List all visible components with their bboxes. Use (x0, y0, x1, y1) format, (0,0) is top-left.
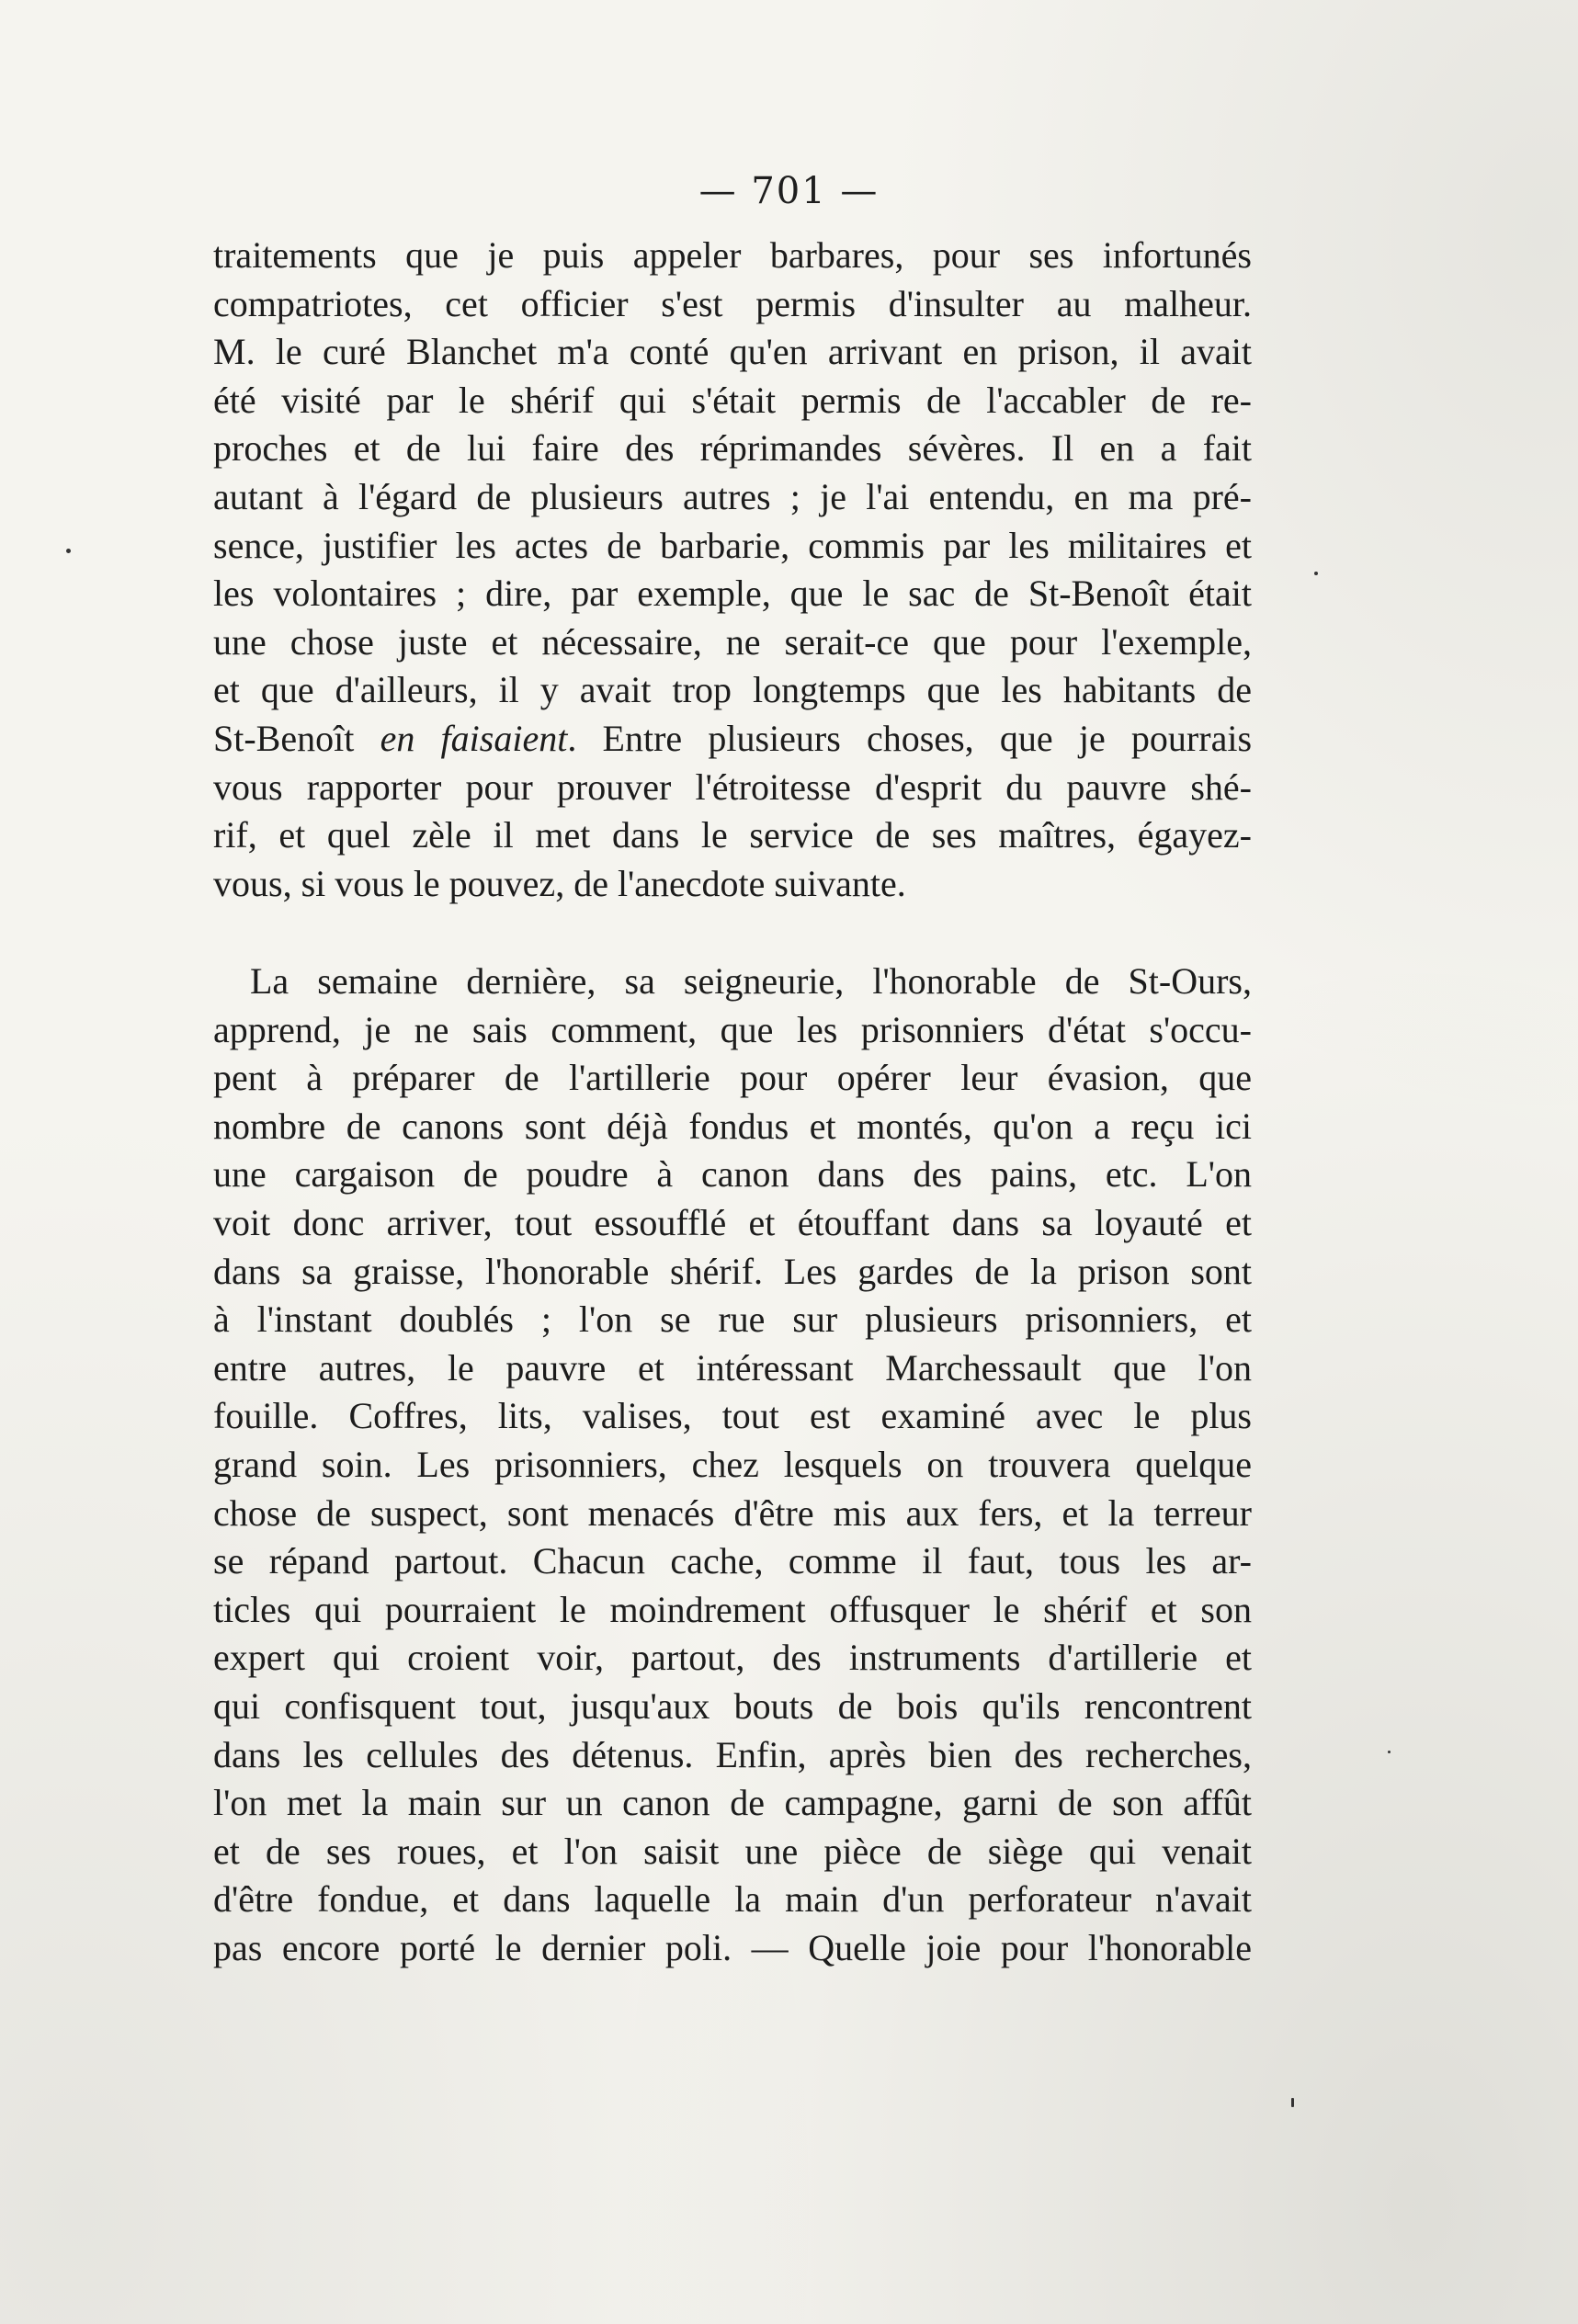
italic-phrase: en faisaient (380, 717, 568, 759)
paragraph-1 (213, 232, 1252, 908)
text-line: à l'instant doublés ; l'on se rue sur plusieurs prisonniers, et (213, 1298, 1252, 1341)
text-line: rif, et quel zèle il met dans le service de ses maîtres, égayez- (213, 814, 1252, 856)
text-line: pent à préparer de l'artillerie pour opérer leur évasion, que (213, 1057, 1252, 1099)
text-line: qui confisquent tout, jusqu'aux bouts de bois qu'ils rencontrent (213, 1684, 1252, 1727)
text-line: dans les cellules des détenus. Enfin, après bien des recherches, (213, 1733, 1252, 1775)
text-line-mixed (213, 715, 1252, 764)
text-line: pas encore porté le dernier poli. — Quelle joie pour l'honorable (213, 1926, 1252, 1968)
text-line: M. le curé Blanchet m'a conté qu'en arrivant en prison, il avait (213, 331, 1252, 373)
text-line: vous, si vous le pouvez, de l'anecdote suivante. (213, 862, 906, 904)
text-line: expert qui croient voir, partout, des instruments d'artillerie et (213, 1637, 1252, 1679)
text-line: été visité par le shérif qui s'était permis de l'accabler de re- (213, 379, 1252, 421)
text-fragment: St-Benoît (213, 717, 380, 759)
text-line: et de ses roues, et l'on saisit une pièce de siège qui venait (213, 1830, 1252, 1872)
text-line: se répand partout. Chacun cache, comme il faut, tous les ar- (213, 1540, 1252, 1582)
text-line: sence, justifier les actes de barbarie, commis par les militaires et (213, 524, 1252, 566)
text-line: La semaine dernière, sa seigneurie, l'honorable de St-Ours, (250, 960, 1252, 1002)
scan-speck (66, 549, 71, 553)
text-line: proches et de lui faire des réprimandes sévères. Il en a fait (213, 427, 1252, 470)
text-line: dans sa graisse, l'honorable shérif. Les gardes de la prison sont (213, 1250, 1252, 1292)
text-line: l'on met la main sur un canon de campagne, garni de son affût (213, 1782, 1252, 1824)
text-line: les volontaires ; dire, par exemple, que le sac de St-Benoît était (213, 572, 1252, 615)
paragraph-2 (213, 958, 1252, 1972)
text-line: entre autres, le pauvre et intéressant Marchessault que l'on (213, 1346, 1252, 1389)
text-line: compatriotes, cet officier s'est permis d'insulter au malheur. (213, 282, 1252, 324)
text-line: d'être fondue, et dans laquelle la main d'un perforateur n'avait (213, 1878, 1252, 1921)
text-line: une cargaison de poudre à canon dans des pains, etc. L'on (213, 1153, 1252, 1196)
text-line: grand soin. Les prisonniers, chez lesquels on trouvera quelque (213, 1443, 1252, 1485)
page-number: — 701 — (698, 170, 880, 212)
text-line: ticles qui pourraient le moindrement offusquer le shérif et son (213, 1588, 1252, 1630)
text-line: nombre de canons sont déjà fondus et montés, qu'on a reçu ici (213, 1105, 1252, 1147)
text-line: fouille. Coffres, lits, valises, tout est examiné avec le plus (213, 1395, 1252, 1437)
text-line: vous rapporter pour prouver l'étroitesse d'esprit du pauvre shé- (213, 765, 1252, 808)
text-line: autant à l'égard de plusieurs autres ; je l'ai entendu, en ma pré- (213, 475, 1252, 517)
text-fragment: . Entre plusieurs choses, que je pourrais (567, 717, 1253, 759)
text-line: et que d'ailleurs, il y avait trop longtemps que les habitants de (213, 669, 1252, 711)
scan-speck (1388, 1751, 1391, 1753)
text-line: chose de suspect, sont menacés d'être mis aux fers, et la terreur (213, 1491, 1252, 1534)
text-line: traitements que je puis appeler barbares, pour ses infortunés (213, 234, 1252, 276)
scan-speck (1314, 572, 1318, 575)
text-line: une chose juste et nécessaire, ne serait-ce que pour l'exemple, (213, 620, 1252, 663)
text-line: apprend, je ne sais comment, que les prisonniers d'état s'occu- (213, 1008, 1252, 1050)
text-line: voit donc arriver, tout essoufflé et étouffant dans sa loyauté et (213, 1201, 1252, 1243)
scan-speck (1291, 2098, 1294, 2107)
